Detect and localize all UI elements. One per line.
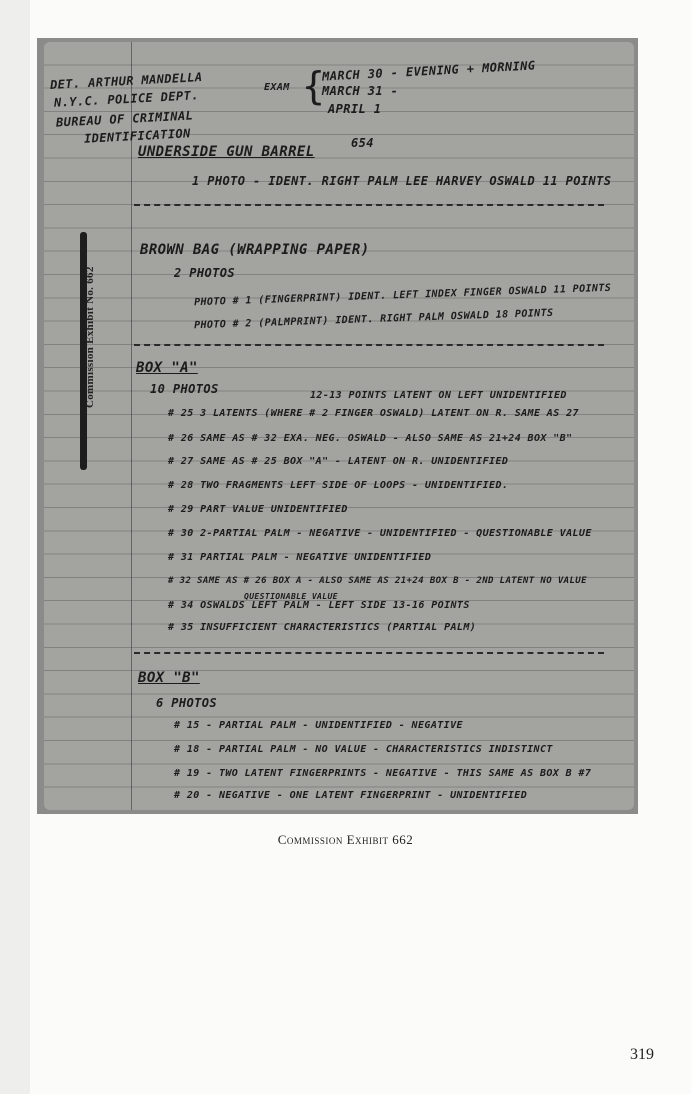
margin-line (131, 42, 132, 810)
section3-photos: 10 PHOTOS (150, 382, 219, 396)
box-a-note2: QUESTIONABLE VALUE (244, 592, 338, 601)
header-line-1: DET. ARTHUR MANDELLA (49, 70, 203, 92)
exam-label: EXAM (264, 82, 290, 93)
section4-title: BOX "B" (138, 670, 200, 686)
header-line-4: IDENTIFICATION (83, 126, 192, 146)
box-a-line-25: # 25 3 LATENTS (WHERE # 2 FINGER OSWALD) LATENT ON R. SAME AS 27 (168, 408, 579, 419)
exam-date-3: APRIL 1 (328, 102, 382, 116)
box-b-line-18: # 18 - PARTIAL PALM - NO VALUE - CHARACTERISTICS INDISTINCT (174, 744, 553, 755)
divider-3 (134, 652, 604, 654)
notepad-sheet (44, 42, 634, 810)
page-number: 319 (630, 1046, 654, 1063)
box-a-line-27: # 27 SAME AS # 25 BOX "A" - LATENT ON R. UNIDENTIFIED (168, 456, 509, 467)
exam-date-2: MARCH 31 - (322, 84, 399, 98)
section1-title: UNDERSIDE GUN BARREL (138, 144, 315, 160)
section1-line: 1 PHOTO - IDENT. RIGHT PALM LEE HARVEY OSWALD 11 POINTS (192, 174, 612, 188)
exhibit-stamp (68, 232, 98, 472)
box-b-line-15: # 15 - PARTIAL PALM - UNIDENTIFIED - NEGATIVE (174, 720, 463, 731)
section2-line-2: PHOTO # 2 (PALMPRINT) IDENT. RIGHT PALM OSWALD 18 POINTS (193, 307, 554, 332)
divider-1 (134, 204, 604, 206)
box-a-line-34: # 34 OSWALDS LEFT PALM - LEFT SIDE 13-16 POINTS (168, 600, 470, 611)
scan-edge (0, 0, 31, 1094)
box-a-line-31: # 31 PARTIAL PALM - NEGATIVE UNIDENTIFIED (168, 552, 432, 563)
section3-title: BOX "A" (136, 360, 198, 376)
divider-2 (134, 344, 604, 346)
box-a-line-26: # 26 SAME AS # 32 EXA. NEG. OSWALD - ALSO SAME AS 21+24 BOX "B" (168, 433, 573, 444)
section2-line-1: PHOTO # 1 (FINGERPRINT) IDENT. LEFT INDEX FINGER OSWALD 11 POINTS (193, 282, 612, 309)
header-line-3: BUREAU OF CRIMINAL (55, 108, 194, 130)
exhibit-photo (37, 38, 638, 814)
section2-title: BROWN BAG (WRAPPING PAPER) (140, 242, 370, 258)
exam-brace: { (302, 64, 326, 108)
header-line-2: N.Y.C. POLICE DEPT. (53, 88, 200, 110)
box-b-line-19: # 19 - TWO LATENT FINGERPRINTS - NEGATIVE - THIS SAME AS BOX B #7 (174, 768, 592, 779)
box-a-line-35: # 35 INSUFFICIENT CHARACTERISTICS (PARTIAL PALM) (168, 622, 477, 633)
box-a-line-28: # 28 TWO FRAGMENTS LEFT SIDE OF LOOPS - UNIDENTIFIED. (168, 480, 509, 491)
section4-photos: 6 PHOTOS (156, 696, 217, 710)
section3-note: 12-13 POINTS LATENT ON LEFT UNIDENTIFIED (310, 390, 567, 401)
box-a-line-32: # 32 SAME AS # 26 BOX A - ALSO SAME AS 21+24 BOX B - 2ND LATENT NO VALUE (168, 576, 587, 586)
exhibit-caption: Commission Exhibit 662 (277, 832, 414, 847)
stamp-label: Commission Exhibit No. 662 (84, 266, 96, 408)
exam-date-1: MARCH 30 - EVENING + MORNING (321, 58, 536, 84)
box-a-line-30: # 30 2-PARTIAL PALM - NEGATIVE - UNIDENTIFIED - QUESTIONABLE VALUE (168, 528, 592, 539)
box-a-line-29: # 29 PART VALUE UNIDENTIFIED (168, 504, 348, 515)
box-b-line-20: # 20 - NEGATIVE - ONE LATENT FINGERPRINT - UNIDENTIFIED (174, 790, 528, 801)
section2-photos: 2 PHOTOS (174, 266, 235, 280)
section1-number: 654 (351, 136, 374, 150)
